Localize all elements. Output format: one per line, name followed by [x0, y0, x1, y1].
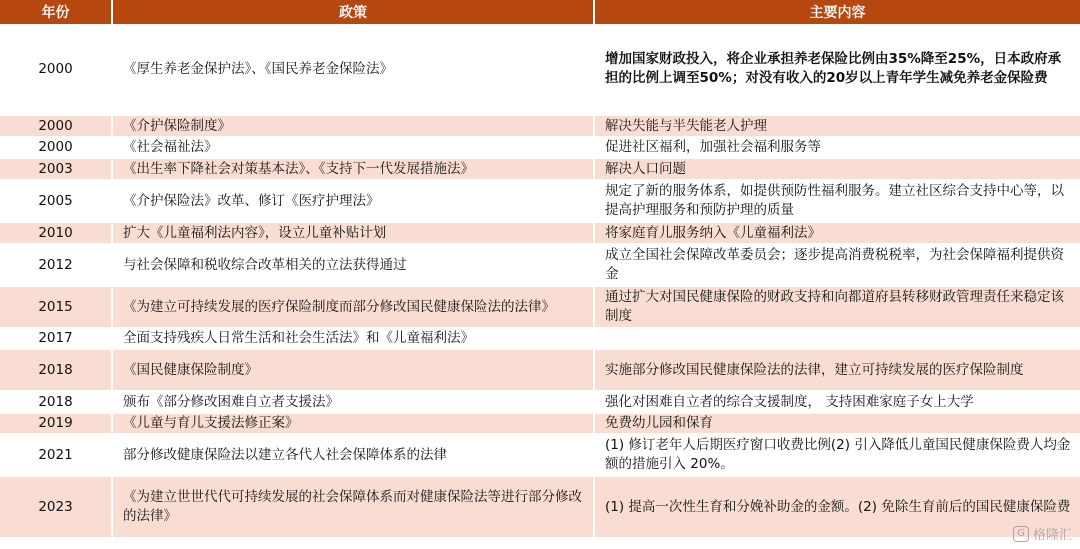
row-year: 2000	[0, 115, 112, 137]
row-year: 2021	[0, 434, 112, 476]
table-row	[0, 476, 1080, 538]
row-policy: 《为建立可持续发展的医疗保险制度而部分修改国民健康保险法的法律》	[112, 286, 594, 328]
table-row	[0, 115, 1080, 137]
row-policy: 《出生率下降社会对策基本法》、《支持下一代发展措施法》	[112, 158, 594, 180]
row-content: 增加国家财政投入，将企业承担养老保险比例由35%降至25%，日本政府承担的比例上调至50%；对没有收入的20岁以上青年学生减免养老金保险费	[594, 24, 1080, 115]
row-policy: 《厚生养老金保护法》、《国民养老金保险法》	[112, 24, 594, 115]
row-policy: 与社会保障和税收综合改革相关的立法获得通过	[112, 244, 594, 286]
gelonghui-logo-icon: G	[1013, 526, 1029, 542]
row-content: (1) 修订老年人后期医疗窗口收费比例(2) 引入降低儿童国民健康保险费人均金额的措施引入 20%。	[594, 434, 1080, 476]
table-row	[0, 286, 1080, 328]
table-row	[0, 244, 1080, 286]
table-row	[0, 137, 1080, 158]
row-content	[594, 328, 1080, 349]
row-year: 2017	[0, 328, 112, 349]
row-year: 2005	[0, 180, 112, 222]
header-content: 主要内容	[594, 0, 1080, 24]
row-content: 解决人口问题	[594, 158, 1080, 180]
row-policy: 《介护保险法》改革、修订《医疗护理法》	[112, 180, 594, 222]
row-year: 2003	[0, 158, 112, 180]
row-year: 2018	[0, 349, 112, 391]
row-year: 2000	[0, 137, 112, 158]
row-content: (1) 提高一次性生育和分娩补助金的金额。(2) 免除生育前后的国民健康保险费	[594, 476, 1080, 538]
row-content: 规定了新的服务体系，如提供预防性福利服务。建立社区综合支持中心等，以提高护理服务和预防护理的质量	[594, 180, 1080, 222]
row-policy: 《儿童与育儿支援法修正案》	[112, 413, 594, 434]
table-row	[0, 158, 1080, 180]
table-row	[0, 328, 1080, 349]
row-content: 免费幼儿园和保育	[594, 413, 1080, 434]
row-content: 促进社区福利，加强社会福利服务等	[594, 137, 1080, 158]
row-year: 2012	[0, 244, 112, 286]
row-policy: 颁布《部分修改困难自立者支援法》	[112, 391, 594, 413]
row-year: 2000	[0, 24, 112, 115]
header-year: 年份	[0, 0, 112, 24]
row-content: 实施部分修改国民健康保险法的法律，建立可持续发展的医疗保险制度	[594, 349, 1080, 391]
row-year: 2019	[0, 413, 112, 434]
row-content: 强化对困难自立者的综合支援制度， 支持困难家庭子女上大学	[594, 391, 1080, 413]
table-row	[0, 180, 1080, 222]
table-row	[0, 222, 1080, 244]
table-row	[0, 24, 1080, 115]
row-year: 2018	[0, 391, 112, 413]
row-policy: 《社会福祉法》	[112, 137, 594, 158]
row-year: 2015	[0, 286, 112, 328]
table-row	[0, 391, 1080, 413]
header-policy: 政策	[112, 0, 594, 24]
watermark	[1013, 524, 1072, 543]
table-row	[0, 413, 1080, 434]
row-content: 成立全国社会保障改革委员会；逐步提高消费税税率，为社会保障福利提供资金	[594, 244, 1080, 286]
table-row	[0, 434, 1080, 476]
row-policy: 《国民健康保险制度》	[112, 349, 594, 391]
row-policy: 扩大《儿童福利法内容》，设立儿童补贴计划	[112, 222, 594, 244]
row-content: 解决失能与半失能老人护理	[594, 115, 1080, 137]
row-year: 2023	[0, 476, 112, 538]
table-header-row	[0, 0, 1080, 24]
row-policy: 全面支持残疾人日常生活和社会生活法》和《儿童福利法》	[112, 328, 594, 349]
row-policy: 部分修改健康保险法以建立各代人社会保障体系的法律	[112, 434, 594, 476]
table-row	[0, 349, 1080, 391]
row-policy: 《介护保险制度》	[112, 115, 594, 137]
watermark-text: 格隆汇	[1032, 528, 1072, 543]
row-policy: 《为建立世世代代可持续发展的社会保障体系而对健康保险法等进行部分修改的法律》	[112, 476, 594, 538]
row-content: 将家庭育儿服务纳入《儿童福利法》	[594, 222, 1080, 244]
row-year: 2010	[0, 222, 112, 244]
row-content: 通过扩大对国民健康保险的财政支持和向都道府县转移财政管理责任来稳定该制度	[594, 286, 1080, 328]
